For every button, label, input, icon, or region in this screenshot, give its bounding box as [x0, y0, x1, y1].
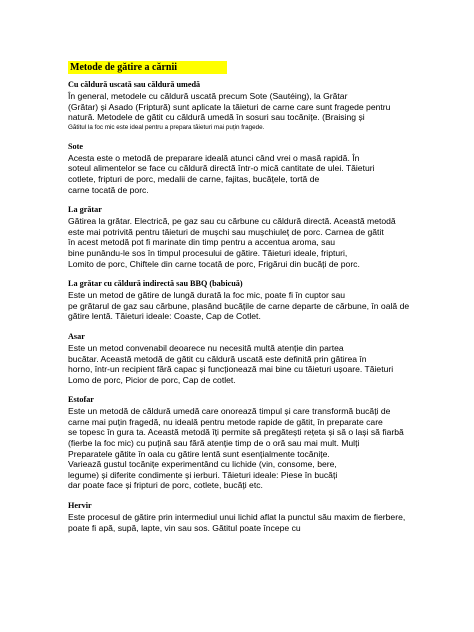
- section-heading: Estofar: [68, 395, 94, 405]
- paragraph-line: Acesta este o metodă de preparare ideală atunci când vrei o masă rapidă. În: [68, 152, 360, 163]
- paragraph-line: carne mai puțin fragedă, nu ideală pentru metode rapide de gătit, în preparate care: [68, 416, 383, 427]
- paragraph-line: bucătar. Această metodă de gătit cu căldură uscată este definită prin gătirea în: [68, 353, 367, 364]
- paragraph-line: se topesc în gura ta. Această metodă îți permite să pregătești rețeta și să o lași să fiarbă: [68, 427, 404, 438]
- section: [68, 142, 408, 195]
- paragraph-line: natură. Metodele de gătit cu căldură umedă în sosuri sau tocănițe. (Braising și: [68, 112, 365, 123]
- paragraph-line: carne tocată de porc.: [68, 184, 149, 195]
- paragraph-line: (fierbe la foc mic) cu puțină sau fără atenție timp de o oră sau mai mult. Mulți: [68, 438, 360, 449]
- paragraph-line: Este un metod convenabil deoarece nu necesită multă atenție din partea: [68, 342, 344, 353]
- paragraph-line: poate fi apă, supă, lapte, vin sau sos. Gătitul poate începe cu: [68, 522, 301, 533]
- section-heading: Hervir: [68, 501, 92, 511]
- section-heading: La grătar: [68, 205, 102, 215]
- paragraph-line: Variează gustul tocănițe experimentând cu lichide (vin, consome, bere,: [68, 459, 337, 470]
- paragraph-line: Este un metod de gătire de lungă durată la foc mic, poate fi în cuptor sau: [68, 290, 346, 301]
- document-content: [68, 80, 408, 543]
- section-heading: La grătar cu căldură indirectă sau BBQ (babicuă): [68, 279, 243, 289]
- paragraph-line: pe grătarul de gaz sau cărbune, plasând bucățile de carne departe de cărbune, în oală de: [68, 300, 410, 311]
- section-heading: Cu căldură uscată sau căldură umedă: [68, 80, 201, 89]
- paragraph-line: Este un metodă de căldură umedă care onorează timpul și care transformă bucăți de: [68, 406, 391, 417]
- section-heading: Asar: [68, 331, 85, 341]
- section: [68, 279, 408, 322]
- document-title: Metode de gătire a cărnii: [68, 61, 227, 74]
- title-wrap: [68, 57, 227, 75]
- section: [68, 395, 408, 491]
- paragraph-line: în acest metodă pot fi marinate din timp pentru a accentua aroma, sau: [68, 237, 336, 248]
- section: [68, 205, 408, 269]
- paragraph-line: este mai potrivită pentru tăieturi de mușchi sau mușchiuleț de porc. Carnea de gătit: [68, 226, 384, 237]
- paragraph-line: bine punându-le sos în timpul procesului de gătire. Tăieturi ideale, fripturi,: [68, 247, 348, 258]
- paragraph-line: gătire lentă. Tăieturi ideale: Coaste, Cap de Cotlet.: [68, 311, 261, 322]
- section: [68, 80, 408, 132]
- paragraph-line: Lomo de porc, Picior de porc, Cap de cotlet.: [68, 374, 236, 385]
- paragraph-line: Lomito de porc, Chiftele din carne tocată de porc, Frigărui din bucăți de porc.: [68, 258, 360, 269]
- paragraph-line: legume) și diferite condimente și ierburi. Tăieturi ideale: Piese în bucăți: [68, 469, 338, 480]
- section: [68, 332, 408, 385]
- section: [68, 501, 408, 533]
- paragraph-line: dar poate face și fripturi de porc, cotlete, bucăți etc.: [68, 480, 263, 491]
- paragraph-line: Preparatele gătite în oala cu gătire lentă sunt esențialmente tocănițe.: [68, 448, 330, 459]
- paragraph-line: Gătitul la foc mic este ideal pentru a prepara tăieturi mai puțin fragede.: [68, 123, 265, 131]
- section-heading: Sote: [68, 141, 84, 151]
- paragraph-line: Este procesul de gătire prin intermediul unui lichid aflat la punctul său maxim de fierbere,: [68, 512, 406, 523]
- paragraph-line: În general, metodele cu căldură uscată precum Sote (Sautéing), la Grătar: [68, 91, 348, 101]
- paragraph-line: horno, într-un recipient fără capac și funcționează mai bine cu tăieturi ușoare. Tăieturi: [68, 364, 394, 375]
- paragraph-line: soteul alimentelor se face cu căldură directă într-o mică cantitate de ulei. Tăieturi: [68, 163, 375, 174]
- paragraph-line: (Grătar) și Asado (Friptură) sunt aplicate la tăieturi de carne care sunt fragede pentru: [68, 101, 391, 112]
- paragraph-line: cotlete, fripturi de porc, medalii de carne, fajitas, bucățele, tortă de: [68, 173, 320, 184]
- paragraph-line: Gătirea la grătar. Electrică, pe gaz sau cu cărbune cu căldură directă. Această metodă: [68, 216, 396, 227]
